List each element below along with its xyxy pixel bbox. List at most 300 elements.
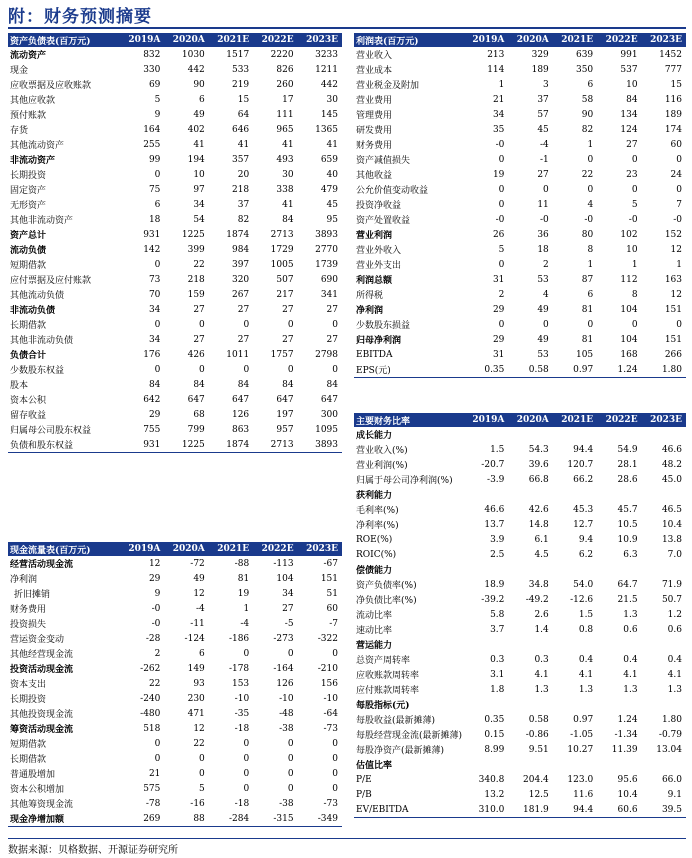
cell-value <box>508 697 552 712</box>
row-label: 投资损失 <box>10 620 47 630</box>
cell-value: 1.3 <box>623 609 638 620</box>
row-label: 现金 <box>10 66 29 76</box>
cell-value: -210 <box>317 663 338 674</box>
cell-value: 0 <box>498 184 505 195</box>
cell-value: 755 <box>143 424 161 435</box>
cell-value: 0 <box>332 753 338 764</box>
row-label: 其他经营现金流 <box>10 650 74 660</box>
cell-value: 0 <box>154 753 161 764</box>
cell-value: 95.6 <box>617 774 638 785</box>
cell-value: 49 <box>537 334 549 345</box>
cell-value: 49 <box>537 304 549 315</box>
table-row <box>354 62 686 77</box>
column-header: 2022E <box>597 33 641 47</box>
column-header: 2022E <box>253 33 297 47</box>
cell-value: 45.0 <box>661 474 682 485</box>
cell-value: 266 <box>664 349 682 360</box>
cell-value: 34 <box>148 304 161 315</box>
cell-value: 2 <box>154 648 161 659</box>
cell-value: 18.9 <box>484 579 505 590</box>
cell-value: -186 <box>228 633 250 644</box>
table-row <box>354 517 686 532</box>
cell-value: 1 <box>676 259 682 270</box>
cell-value: 269 <box>120 811 164 827</box>
cell-value <box>597 757 641 772</box>
table-row <box>354 152 686 167</box>
cell-value: 0.97 <box>553 362 597 378</box>
cell-value: 0 <box>243 364 250 375</box>
row-label: 负债合计 <box>10 351 47 361</box>
cell-value: 73 <box>148 274 161 285</box>
cell-value: 156 <box>320 678 338 689</box>
cell-value: 1225 <box>164 437 208 453</box>
cell-value: 647 <box>320 394 338 405</box>
cell-value: -78 <box>145 798 161 809</box>
cell-value: 1.3 <box>623 684 638 695</box>
cell-value: 6 <box>587 79 594 90</box>
table-row <box>8 437 342 453</box>
column-header: 2022E <box>597 413 641 427</box>
cell-value: 87 <box>581 274 594 285</box>
cell-value: -67 <box>323 558 338 569</box>
row-label: 每股净资产(最新摊薄) <box>356 746 445 756</box>
cell-value: 0.6 <box>623 624 638 635</box>
table-row <box>354 562 686 577</box>
cell-value: 402 <box>187 124 205 135</box>
cell-value: -0.79 <box>658 729 682 740</box>
cell-value: 0 <box>154 259 161 270</box>
cell-value: 70 <box>148 289 161 300</box>
cell-value: 134 <box>620 109 638 120</box>
cell-value: 21 <box>148 768 161 779</box>
row-label: ROE(%) <box>356 534 393 545</box>
cell-value: 149 <box>187 663 205 674</box>
cell-value: 12.7 <box>573 519 594 530</box>
cell-value: 0 <box>332 319 338 330</box>
cell-value: 104 <box>276 573 294 584</box>
table-title: 利润表(百万元) <box>354 33 464 47</box>
cell-value: 1517 <box>226 49 250 60</box>
cell-value: 357 <box>231 154 250 165</box>
row-label: 固定资产 <box>10 186 47 196</box>
cell-value: -124 <box>184 633 205 644</box>
table-title: 现金流量表(百万元) <box>8 542 120 556</box>
cell-value: 151 <box>664 304 682 315</box>
cell-value: 1.80 <box>642 362 686 378</box>
cell-value: 34 <box>148 334 161 345</box>
table-row <box>8 92 342 107</box>
cell-value: 442 <box>320 79 338 90</box>
cell-value: -4 <box>240 618 250 629</box>
cell-value <box>508 487 552 502</box>
cell-value: 5 <box>154 94 161 105</box>
cell-value: 27 <box>326 334 338 345</box>
row-label: 投资活动现金流 <box>10 665 74 675</box>
cell-value: 6.3 <box>623 549 638 560</box>
cell-value: 64 <box>237 109 250 120</box>
cell-value <box>597 697 641 712</box>
cell-value: 1.24 <box>617 714 638 725</box>
cell-value: 2.6 <box>534 609 549 620</box>
cell-value: 1005 <box>270 259 294 270</box>
table-row <box>8 197 342 212</box>
cell-value: 93 <box>193 678 205 689</box>
cell-value: -0 <box>495 139 505 150</box>
cell-value: 102 <box>620 229 638 240</box>
cell-value: 0 <box>154 169 161 180</box>
cell-value: 1 <box>631 259 638 270</box>
table-row <box>8 407 342 422</box>
cell-value: 204.4 <box>523 774 549 785</box>
title-divider <box>8 27 686 29</box>
cell-value: 116 <box>664 94 682 105</box>
cell-value: 0 <box>587 154 594 165</box>
cell-value: 471 <box>187 708 205 719</box>
row-label: 短期借款 <box>10 740 47 750</box>
cell-value: 1.24 <box>597 362 641 378</box>
cell-value: 0.58 <box>508 362 552 378</box>
cell-value: 2 <box>498 289 505 300</box>
cell-value: 0.8 <box>578 624 594 635</box>
cell-value: 1030 <box>181 49 205 60</box>
cell-value: -10 <box>234 693 250 704</box>
cell-value: 0.58 <box>528 714 549 725</box>
cell-value: 24 <box>670 169 682 180</box>
cell-value: 2713 <box>270 229 294 240</box>
cell-value: 330 <box>143 64 161 75</box>
cell-value: -273 <box>273 633 294 644</box>
table-row <box>354 727 686 742</box>
row-label: 流动比率 <box>356 611 393 621</box>
row-label: 营业利润(%) <box>356 461 408 471</box>
cell-value <box>464 697 508 712</box>
table-row <box>8 706 342 721</box>
row-label: 每股经营现金流(最新摊薄) <box>356 731 463 741</box>
cell-value <box>642 562 686 577</box>
cell-value: 111 <box>276 109 294 120</box>
cell-value: 9 <box>154 109 161 120</box>
cell-value <box>642 487 686 502</box>
table-row <box>8 62 342 77</box>
column-header: 2023E <box>642 413 686 427</box>
cell-value: 230 <box>187 693 205 704</box>
cell-value: 1.5 <box>490 444 505 455</box>
cell-value: 350 <box>575 64 594 75</box>
cell-value: -73 <box>323 798 338 809</box>
row-label: 存货 <box>10 126 29 136</box>
table-row <box>8 122 342 137</box>
row-label: 其他筹资现金流 <box>10 800 74 810</box>
cell-value: 84 <box>326 379 338 390</box>
row-label: 其他流动负债 <box>10 291 65 301</box>
cell-value: 45.3 <box>573 504 594 515</box>
row-label: ROIC(%) <box>356 549 397 560</box>
row-label: 营业费用 <box>356 96 393 106</box>
cell-value: 399 <box>187 244 205 255</box>
cell-value: 60 <box>670 139 682 150</box>
cell-value <box>464 487 508 502</box>
row-label: 其他非流动负债 <box>10 336 74 346</box>
row-label: EPS(元) <box>354 362 464 378</box>
cell-value <box>553 697 597 712</box>
table-row <box>8 751 342 766</box>
row-label: EBITDA <box>356 349 393 360</box>
cell-value: 0.4 <box>623 654 638 665</box>
cell-value: -315 <box>253 811 297 827</box>
cell-value: 639 <box>575 49 594 60</box>
cell-value: 19 <box>237 588 250 599</box>
cell-value: 68 <box>193 409 205 420</box>
cell-value: 218 <box>231 184 250 195</box>
cell-value: 15 <box>237 94 250 105</box>
cell-value: 151 <box>320 573 338 584</box>
cell-value: 5 <box>631 199 638 210</box>
cell-value: 10 <box>626 79 638 90</box>
table-row <box>8 47 342 62</box>
cell-value: 832 <box>143 49 161 60</box>
cell-value: 82 <box>237 214 250 225</box>
column-header: 2023E <box>298 33 342 47</box>
cell-value: 3.7 <box>490 624 505 635</box>
table-row <box>354 697 686 712</box>
table-row <box>8 227 342 242</box>
cell-value: 255 <box>143 139 161 150</box>
cell-value: 31 <box>492 274 505 285</box>
cell-value: 0 <box>587 319 594 330</box>
cell-value: -1.34 <box>614 729 638 740</box>
cell-value <box>508 757 552 772</box>
cell-value: 1211 <box>315 64 338 75</box>
cell-value: 777 <box>664 64 682 75</box>
cell-value: 0 <box>287 753 294 764</box>
table-row <box>8 796 342 811</box>
cell-value: -3.9 <box>487 474 505 485</box>
cell-value: -0.86 <box>525 729 549 740</box>
cell-value: 0.3 <box>534 654 549 665</box>
page-title: 附：财务预测摘要 <box>8 7 152 27</box>
cell-value: 0 <box>154 364 161 375</box>
cell-value: 6 <box>587 289 594 300</box>
cell-value: 22 <box>193 738 205 749</box>
cell-value: 10 <box>626 244 638 255</box>
cell-value: 2220 <box>270 49 294 60</box>
cell-value: 300 <box>320 409 338 420</box>
table-row <box>8 586 342 601</box>
cell-value: 0.3 <box>490 654 505 665</box>
balance-grid <box>8 33 342 453</box>
table-row <box>8 182 342 197</box>
cell-value <box>597 562 641 577</box>
table-row <box>354 547 686 562</box>
table-row <box>8 392 342 407</box>
cell-value: -0 <box>628 214 638 225</box>
cell-value: -113 <box>273 558 294 569</box>
cell-value: 95 <box>326 214 338 225</box>
cell-value: 0 <box>498 199 505 210</box>
cell-value: -48 <box>279 708 294 719</box>
row-label: 归属于母公司净利润(%) <box>356 476 453 486</box>
table-row <box>354 47 686 62</box>
cell-value: 82 <box>581 124 594 135</box>
cell-value: 0 <box>587 184 594 195</box>
cell-value: 34.8 <box>528 579 549 590</box>
cell-value: 863 <box>231 424 250 435</box>
cell-value: 54.0 <box>573 579 594 590</box>
cell-value: 60.6 <box>597 802 641 818</box>
cell-value: 6.1 <box>534 534 549 545</box>
table-row <box>8 152 342 167</box>
cell-value: 12 <box>148 558 161 569</box>
cell-value <box>464 757 508 772</box>
cell-value: 5 <box>498 244 505 255</box>
cell-value: 123.0 <box>567 774 594 785</box>
cell-value: 46.5 <box>661 504 682 515</box>
cell-value <box>553 487 597 502</box>
cell-value: -0 <box>151 603 161 614</box>
cell-value: 6 <box>199 648 205 659</box>
cell-value: 0 <box>199 364 205 375</box>
cell-value: 3 <box>543 79 549 90</box>
cell-value: 14.8 <box>528 519 549 530</box>
cell-value: 26 <box>492 229 505 240</box>
cell-value: 1 <box>587 259 594 270</box>
cell-value: 49 <box>193 109 205 120</box>
cell-value: 8.99 <box>484 744 505 755</box>
row-label: 归属母公司股东权益 <box>10 426 92 436</box>
cell-value: 0 <box>498 259 505 270</box>
row-label: 预付账款 <box>10 111 47 121</box>
cell-value: 46.6 <box>661 444 682 455</box>
cell-value: 142 <box>143 244 161 255</box>
income-statement-table <box>354 33 686 378</box>
cell-value: 152 <box>664 229 682 240</box>
column-header: 2021E <box>209 33 253 47</box>
cell-value: -4 <box>540 139 549 150</box>
table-row <box>8 257 342 272</box>
cell-value: 0 <box>287 648 294 659</box>
cell-value: 3.9 <box>490 534 505 545</box>
cell-value: 30 <box>282 169 294 180</box>
table-row <box>354 532 686 547</box>
cell-value: 647 <box>187 394 205 405</box>
row-label: 所得税 <box>356 291 384 301</box>
cell-value: 1.3 <box>534 684 549 695</box>
row-label: 财务费用 <box>10 605 47 615</box>
row-label: 负债和股东权益 <box>8 437 120 453</box>
row-label: 公允价值变动收益 <box>356 186 429 196</box>
table-row <box>8 302 342 317</box>
table-row <box>8 347 342 362</box>
cell-value: 12.5 <box>528 789 549 800</box>
cell-value: 20 <box>237 169 250 180</box>
row-label: 资产负债率(%) <box>356 581 417 591</box>
cell-value: 0.6 <box>667 624 682 635</box>
cell-value: 12 <box>670 244 682 255</box>
cell-value: -88 <box>234 558 250 569</box>
cell-value: 153 <box>231 678 250 689</box>
cell-value: 81 <box>581 304 594 315</box>
cell-value: 426 <box>187 349 205 360</box>
cell-value: 126 <box>276 678 294 689</box>
cell-value: 219 <box>231 79 250 90</box>
cell-value: -0 <box>495 214 505 225</box>
cell-value: 36 <box>537 229 549 240</box>
cell-value: 120.7 <box>567 459 594 470</box>
cell-value: 53 <box>537 274 549 285</box>
table-row <box>354 182 686 197</box>
cell-value: -20.7 <box>481 459 505 470</box>
cell-value: -284 <box>209 811 253 827</box>
row-label: 管理费用 <box>356 111 393 121</box>
cell-value: 17 <box>282 94 294 105</box>
cell-value: 10.9 <box>617 534 638 545</box>
cell-value: 0 <box>676 154 682 165</box>
cell-value: 19 <box>492 169 505 180</box>
cell-value: -38 <box>279 723 294 734</box>
table-row <box>354 622 686 637</box>
table-row <box>354 757 686 772</box>
table-row <box>354 332 686 347</box>
cell-value: 97 <box>193 184 205 195</box>
cell-value: 931 <box>120 437 164 453</box>
table-row <box>354 592 686 607</box>
cell-value: 84 <box>193 379 205 390</box>
table-row <box>354 317 686 332</box>
cell-value: 0 <box>243 783 250 794</box>
cell-value: 31 <box>492 349 505 360</box>
table-row <box>8 167 342 182</box>
cell-value: 41 <box>282 139 294 150</box>
cell-value: 0 <box>287 364 294 375</box>
cell-value: 168 <box>620 349 638 360</box>
row-label: 净利率(%) <box>356 521 399 531</box>
table-row <box>8 272 342 287</box>
cell-value: 46.6 <box>484 504 505 515</box>
cell-value: -262 <box>140 663 161 674</box>
cell-value: 2770 <box>315 244 338 255</box>
cell-value: 0.35 <box>464 362 508 378</box>
cell-value: 11.39 <box>611 744 638 755</box>
cell-value: -11 <box>190 618 205 629</box>
cell-value: -0 <box>584 214 594 225</box>
cell-value: 2798 <box>315 349 338 360</box>
cell-value: 66.2 <box>573 474 594 485</box>
cell-value: -0 <box>673 214 682 225</box>
cell-value: 4.5 <box>534 549 549 560</box>
table-row <box>354 502 686 517</box>
table-row <box>354 607 686 622</box>
cell-value <box>642 427 686 442</box>
cell-value: 27 <box>237 334 250 345</box>
cell-value: 507 <box>276 274 294 285</box>
row-label: 长期借款 <box>10 321 47 331</box>
cell-value: 0.97 <box>573 714 594 725</box>
row-label: 其他流动资产 <box>10 141 65 151</box>
cell-value: -164 <box>273 663 294 674</box>
cell-value: 3233 <box>315 49 338 60</box>
row-label: 毛利率(%) <box>356 506 399 516</box>
cell-value: 799 <box>187 424 205 435</box>
cell-value <box>553 427 597 442</box>
cell-value: 34 <box>282 588 294 599</box>
cell-value: 34 <box>193 199 205 210</box>
cell-value: 0 <box>676 319 682 330</box>
column-header: 2020A <box>508 413 552 427</box>
cell-value: 176 <box>143 349 161 360</box>
cell-value: 84 <box>626 94 638 105</box>
cell-value: 397 <box>231 259 250 270</box>
table-row <box>354 77 686 92</box>
